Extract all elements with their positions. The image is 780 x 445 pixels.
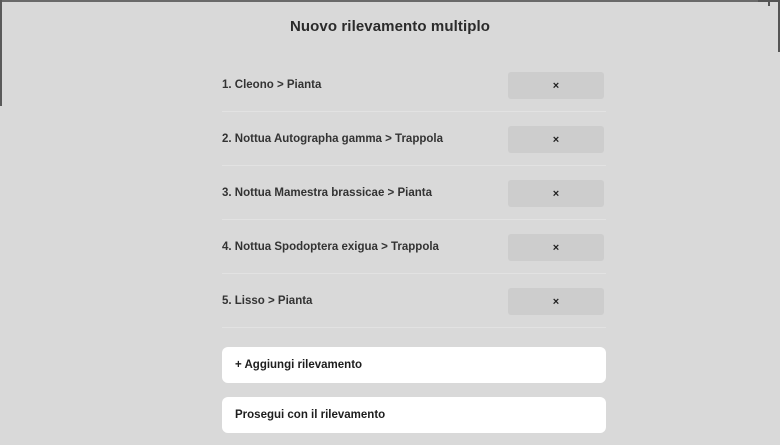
list-item-label: 5. Lisso > Pianta [222,295,313,307]
window-edge-mark [768,0,770,6]
remove-item-button[interactable] [508,180,604,207]
close-icon: × [552,295,560,308]
add-survey-button[interactable]: + Aggiungi rilevamento [222,347,606,383]
close-icon: × [552,241,560,254]
close-icon: × [552,133,560,146]
window-edge-top [0,0,780,2]
page-title: Nuovo rilevamento multiplo [289,18,491,35]
list-item [222,166,606,220]
window-edge-left [0,0,2,106]
list-item [222,220,606,274]
list-item [222,112,606,166]
close-icon: × [552,187,560,200]
list-item [222,274,606,328]
list-item-label: 2. Nottua Autographa gamma > Trappola [222,133,443,145]
list-item [222,58,606,112]
remove-item-button[interactable] [508,72,604,99]
remove-item-button[interactable] [508,126,604,153]
list-item-label: 3. Nottua Mamestra brassicae > Pianta [222,187,432,199]
list-item-label: 4. Nottua Spodoptera exigua > Trappola [222,241,439,253]
survey-list [222,58,606,328]
remove-item-button[interactable] [508,234,604,261]
continue-survey-button[interactable]: Prosegui con il rilevamento [222,397,606,433]
close-icon: × [552,79,560,92]
remove-item-button[interactable] [508,288,604,315]
list-item-label: 1. Cleono > Pianta [222,79,322,91]
